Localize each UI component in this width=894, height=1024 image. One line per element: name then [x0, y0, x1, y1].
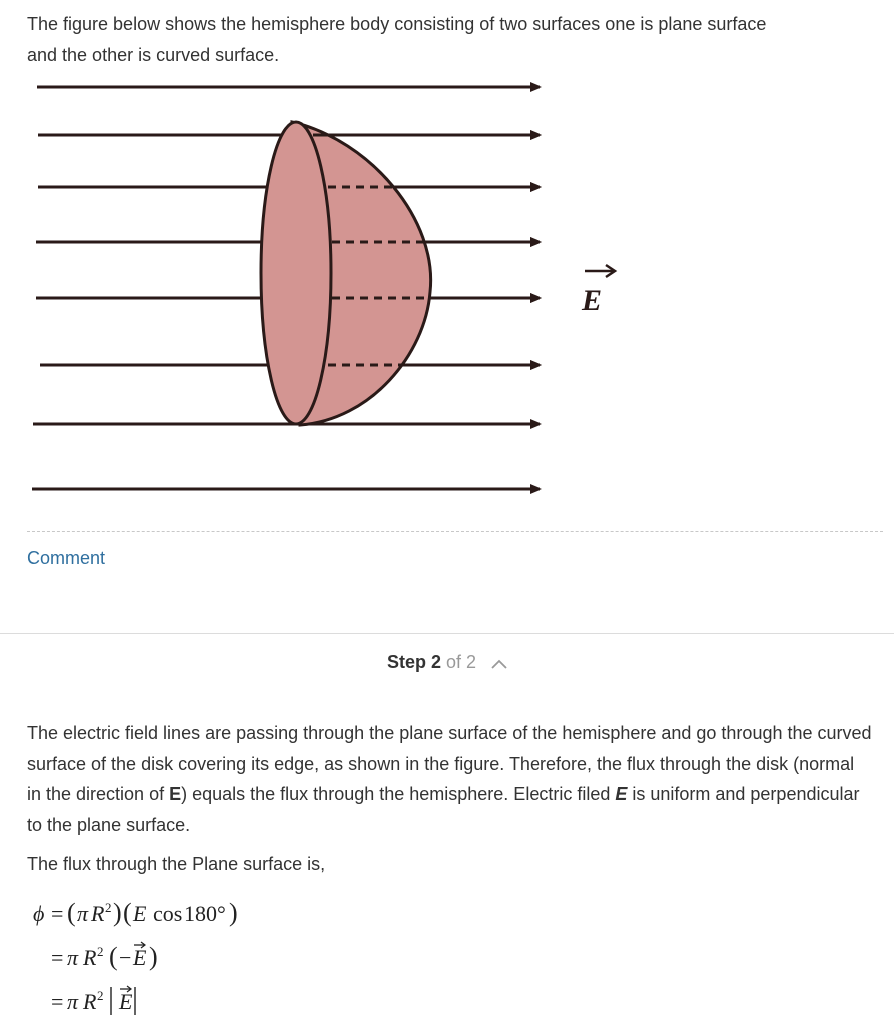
step-header[interactable] — [0, 652, 894, 674]
flux-equations — [31, 893, 291, 1023]
plane-surface — [261, 122, 331, 424]
step-label: Step — [386, 652, 426, 672]
comment-link[interactable]: Comment — [27, 548, 106, 568]
dashed-divider — [27, 531, 883, 532]
section-divider — [0, 633, 894, 634]
flux-intro: The flux through the Plane surface is, — [27, 854, 326, 874]
svg-text:= π R 2: = π R 2 ( − E ) — [51, 942, 158, 971]
svg-text:ϕ = ( π: ϕ = ( π R 2 ) ( E cos 180° ) — [33, 898, 238, 927]
explanation-paragraph: The electric field lines are passing through the plane surface of the hemisphere and go through the curved surface of the disk covering its edge, as shown in the figure. Therefore, the flux through the disk (normal in the direction of E) equals the flux through the hemisphere. Electric filed E is uniform and perpendicular to the plane surface. — [27, 723, 872, 835]
step-number: 2 — [430, 652, 441, 672]
hemisphere-figure — [0, 70, 700, 520]
chevron-up-icon[interactable] — [491, 653, 507, 674]
intro-line-1: The figure below shows the hemisphere body consisting of two surfaces one is plane surface — [27, 14, 767, 34]
intro-line-2: and the other is curved surface. — [27, 45, 280, 65]
field-vector-label — [581, 265, 615, 317]
field-label-e: E — [581, 284, 603, 317]
step-total: of 2 — [446, 652, 477, 672]
svg-text:= π R 2: = π R 2 E — [51, 988, 133, 1014]
intro-text — [27, 9, 867, 71]
